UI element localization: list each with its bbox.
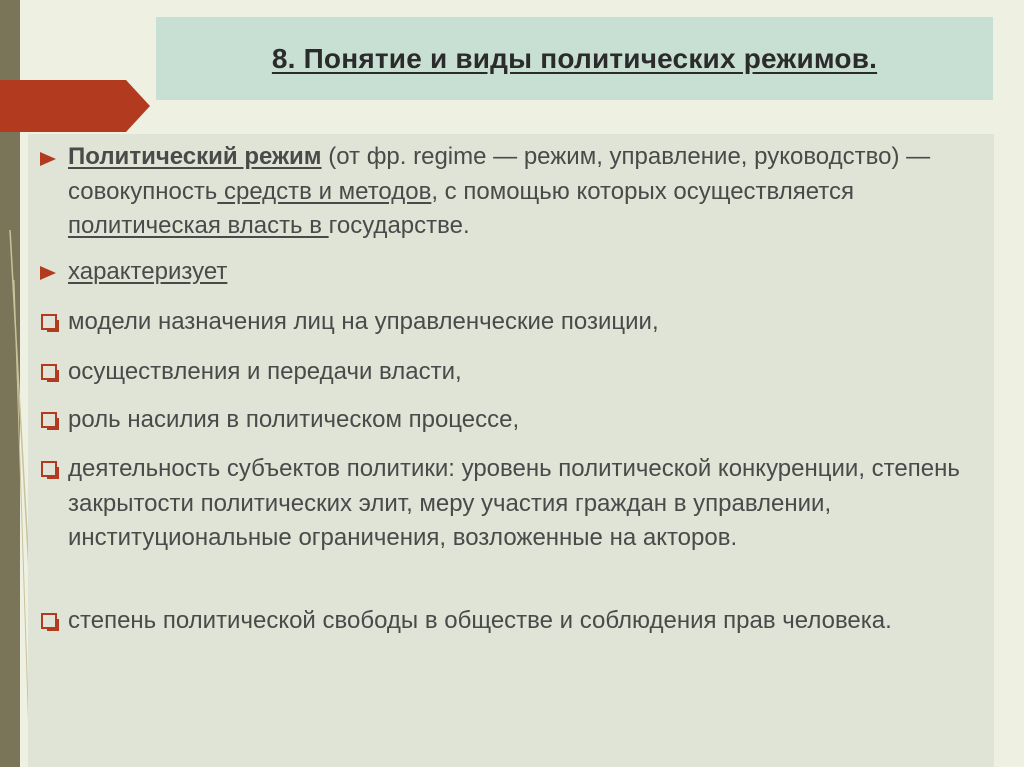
definition-link-2: политическая власть в — [68, 212, 329, 239]
definition-paragraph — [68, 140, 978, 244]
content-box — [28, 134, 994, 767]
arrow-bullet-icon — [40, 266, 56, 280]
characterizes-text: характеризует — [68, 258, 228, 285]
characterizes-label — [68, 255, 978, 290]
list-item: степень политической свободы в обществе и соблюдения прав человека. — [68, 607, 892, 634]
list-item: модели назначения лиц на управленческие позиции, — [68, 308, 659, 335]
definition-link-1: средств и методов — [217, 177, 432, 205]
definition-text-1: (от фр. regime — режим, управление, руководство) — совокупность — [68, 143, 931, 205]
checkbox-bullet-icon — [41, 461, 57, 477]
arrow-bullet-icon — [40, 152, 56, 166]
checkbox-bullet-icon — [41, 314, 57, 330]
term: Политический режим — [68, 143, 322, 170]
list-item: роль насилия в политическом процессе, — [68, 406, 520, 433]
accent-tab — [0, 80, 150, 132]
title-box — [156, 17, 993, 100]
page-title: 8. Понятие и виды политических режимов. — [271, 42, 878, 74]
definition-text-2: , с помощью которых осуществляется — [431, 177, 855, 205]
list-item: осуществления и передачи власти, — [68, 358, 462, 385]
checkbox-bullet-icon — [41, 364, 57, 380]
checkbox-bullet-icon — [41, 412, 57, 428]
definition-text-3: государстве. — [328, 212, 470, 239]
checkbox-bullet-icon — [41, 613, 57, 629]
list-item: деятельность субъектов политики: уровень политической конкуренции, степень закрытости политических элит, меру участия граждан в управлении, институциональные ограничения, возложенные на акторов. — [68, 455, 960, 551]
